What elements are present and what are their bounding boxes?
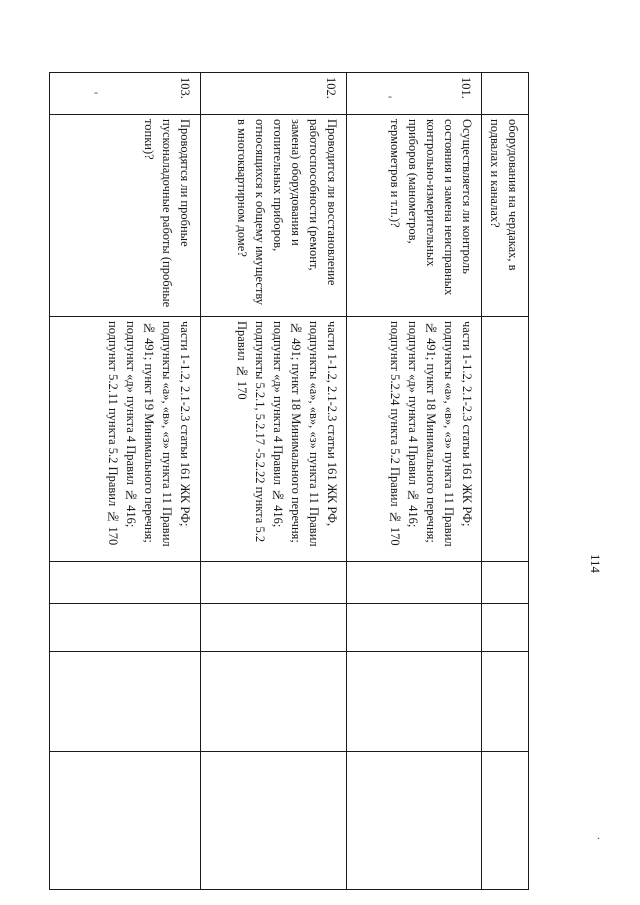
- question-cell: [347, 115, 482, 317]
- empty-cell: [201, 562, 347, 604]
- empty-cell: [50, 562, 200, 604]
- reference-text: части 1-1.2, 2.1-2.3 статьи 161 ЖК РФ; подпункты «а», «в», «з» пункта 11 Правил № 491; пункт 18 Минимального перечня; подпункт «д» пункта 4 Правил № 416; подпункт 5.2.24 пункта 5.2 Правил № 170: [388, 321, 474, 547]
- empty-cell: [347, 562, 482, 604]
- question-text: Проводятся ли пробные пусконаладочные работы (пробные топки)?: [142, 119, 192, 308]
- reference-cell: [482, 317, 528, 562]
- empty-cell: [347, 752, 482, 889]
- empty-cell: [482, 752, 528, 889]
- reference-cell: [201, 317, 347, 562]
- reference-cell: [50, 317, 200, 562]
- empty-cell: [347, 604, 482, 652]
- empty-cell: [347, 652, 482, 752]
- margin-mark: -: [388, 89, 392, 103]
- question-cell: [50, 115, 200, 317]
- page-number: 114: [588, 554, 603, 574]
- question-text: Осуществляется ли контроль состояния и замена неисправных контрольно-измерительных приборов (манометров, термометров и т.п.)?: [388, 119, 474, 296]
- empty-cell: [50, 604, 200, 652]
- margin-mark: .: [597, 828, 600, 842]
- empty-cell: [50, 652, 200, 752]
- row-number: 102.: [324, 77, 338, 99]
- question-cell: [482, 115, 528, 317]
- row-number: 103.: [178, 77, 192, 99]
- empty-cell: [201, 752, 347, 889]
- empty-cell: [482, 562, 528, 604]
- empty-cell: [50, 752, 200, 889]
- row-number: 101.: [459, 77, 473, 99]
- table-row: [50, 73, 200, 889]
- empty-cell: [201, 604, 347, 652]
- rotated-table: [49, 72, 529, 890]
- question-cell: [201, 115, 347, 317]
- table-row: [200, 73, 347, 889]
- empty-cell: [201, 652, 347, 752]
- question-text: Проводится ли восстановление работоспособности (ремонт, замена) оборудования и отопительных приборов, относящихся к общему имуществу в многоквартирном доме?: [235, 119, 339, 306]
- table-row: [481, 73, 528, 889]
- table-row: [346, 73, 482, 889]
- question-text: оборудования на чердаках, в подвалах и каналах?: [488, 119, 520, 271]
- empty-cell: [482, 652, 528, 752]
- reference-cell: [347, 317, 482, 562]
- reference-text: части 1-1.2, 2.1-2.3 статьи 161 ЖК РФ, подпункты «а», «в», «з» пункта 11 Правил № 491; пункт 18 Минимального перечня; подпункт «д» пункта 4 Правил № 416; подпункты 5.2.1, 5.2.17 -5.2.22 пункта 5.2 Правил № 170: [235, 321, 339, 547]
- row-number-cell: [482, 73, 528, 115]
- empty-cell: [482, 604, 528, 652]
- margin-mark: -: [94, 85, 98, 99]
- reference-text: части 1-1.2, 2.1-2.3 статьи 161 ЖК РФ; подпункты «а», «в», «з» пункта 11 Правил № 491; пункт 19 Минимального перечня; подпункт «д» пункта 4 Правил № 416; подпункт 5.2.11 пункта 5.2 Правил № 170: [106, 321, 192, 547]
